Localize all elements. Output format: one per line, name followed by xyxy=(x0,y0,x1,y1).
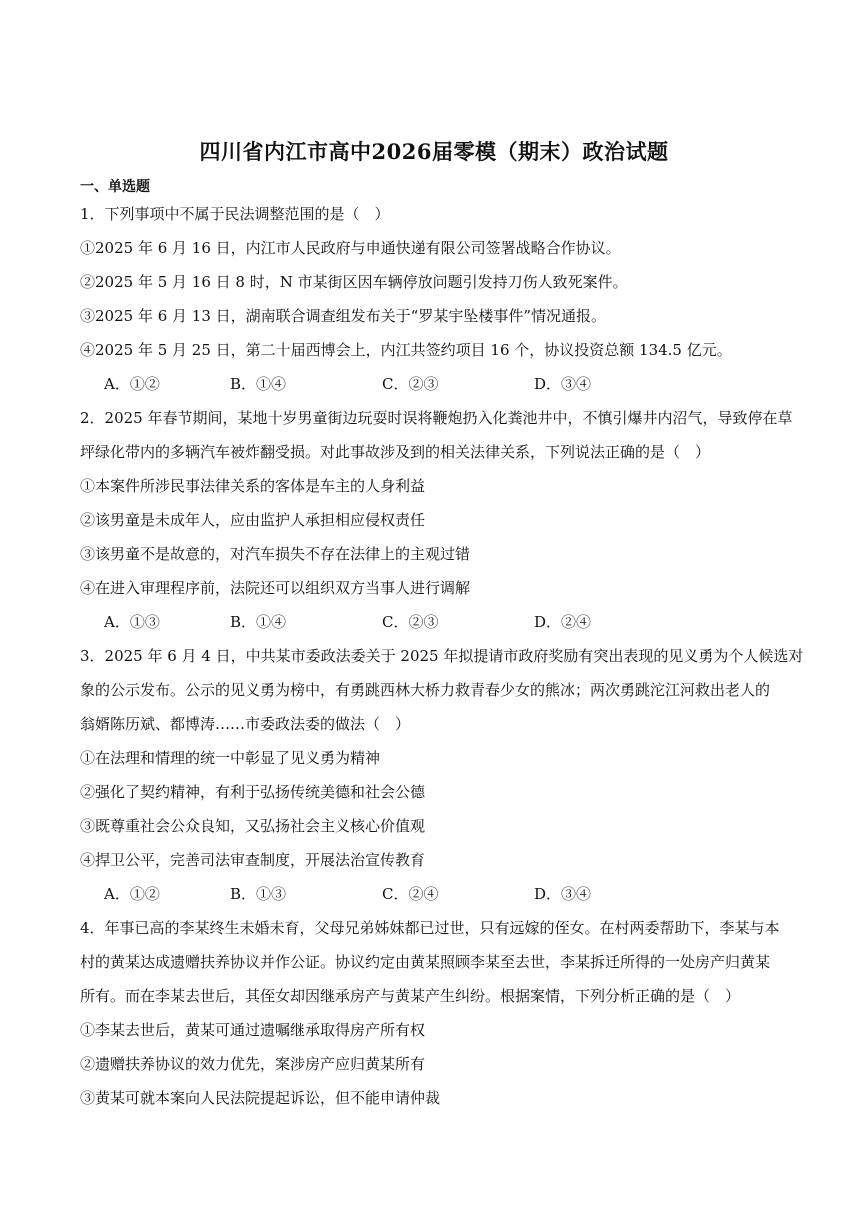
q1-option-d[interactable]: D．③④ xyxy=(534,375,592,393)
q3-item-1: ①在法理和情理的统一中彰显了见义勇为精神 xyxy=(80,749,381,767)
q2-item-4: ④在进入审理程序前，法院还可以组织双方当事人进行调解 xyxy=(80,579,471,597)
document-title: 四川省内江市高中2026届零模（期末）政治试题 xyxy=(199,139,669,164)
q3-stem-line-2: 象的公示发布。公示的见义勇为榜中，有勇跳西林大桥力救青春少女的熊冰；两次勇跳沱江河救出老人的 xyxy=(80,681,771,699)
q3-item-3: ③既尊重社会公众良知，又弘扬社会主义核心价值观 xyxy=(80,817,426,835)
q1-item-1: ①2025 年 6 月 16 日，内江市人民政府与申通快递有限公司签署战略合作协议。 xyxy=(80,239,621,257)
q3-option-b[interactable]: B．①③ xyxy=(230,885,287,903)
q3-item-4: ④捍卫公平，完善司法审查制度，开展法治宣传教育 xyxy=(80,851,426,869)
q3-stem-line-3: 翁婿陈历斌、都博涛……市委政法委的做法（ ） xyxy=(80,715,411,733)
q2-option-c[interactable]: C．②③ xyxy=(382,613,439,631)
q1-option-b[interactable]: B．①④ xyxy=(230,375,287,393)
q1-stem: 1．下列事项中不属于民法调整范围的是（ ） xyxy=(80,205,390,223)
q1-item-4: ④2025 年 5 月 25 日，第二十届西博会上，内江共签约项目 16 个，协议投资总额 134.5 亿元。 xyxy=(80,341,732,359)
q1-item-2: ②2025 年 5 月 16 日 8 时，N 市某街区因车辆停放问题引发持刀伤人致死案件。 xyxy=(80,273,628,291)
q4-item-2: ②遗赠扶养协议的效力优先，案涉房产应归黄某所有 xyxy=(80,1055,426,1073)
q1-option-a[interactable]: A．①② xyxy=(104,375,160,393)
q2-stem-line-2: 坪绿化带内的多辆汽车被炸翻受损。对此事故涉及到的相关法律关系，下列说法正确的是（ ） xyxy=(80,443,711,461)
q2-option-a[interactable]: A．①③ xyxy=(104,613,160,631)
q3-option-a[interactable]: A．①② xyxy=(104,885,160,903)
q4-stem-line-3: 所有。而在李某去世后，其侄女却因继承房产与黄某产生纠纷。根据案情，下列分析正确的是（ ） xyxy=(80,987,741,1005)
q4-item-3: ③黄某可就本案向人民法院提起诉讼，但不能申请仲裁 xyxy=(80,1089,441,1107)
section-heading: 一、单选题 xyxy=(80,179,150,195)
q1-option-c[interactable]: C．②③ xyxy=(382,375,439,393)
q4-item-1: ①李某去世后，黄某可通过遗嘱继承取得房产所有权 xyxy=(80,1021,426,1039)
q4-stem-line-2: 村的黄某达成遗赠扶养协议并作公证。协议约定由黄某照顾李某至去世，李某拆迁所得的一处房产归黄某 xyxy=(80,953,771,971)
q2-option-b[interactable]: B．①④ xyxy=(230,613,287,631)
q2-stem-line-1: 2．2025 年春节期间，某地十岁男童街边玩耍时误将鞭炮扔入化粪池井中，不慎引爆井内沼气，导致停在草 xyxy=(80,409,793,427)
q1-item-3: ③2025 年 6 月 13 日，湖南联合调查组发布关于“罗某宇坠楼事件”情况通报。 xyxy=(80,307,606,325)
q3-option-c[interactable]: C．②④ xyxy=(382,885,439,903)
q2-item-1: ①本案件所涉民事法律关系的客体是车主的人身利益 xyxy=(80,477,426,495)
q2-item-3: ③该男童不是故意的，对汽车损失不存在法律上的主观过错 xyxy=(80,545,471,563)
q3-item-2: ②强化了契约精神，有利于弘扬传统美德和社会公德 xyxy=(80,783,426,801)
q4-stem-line-1: 4．年事已高的李某终生未婚未育，父母兄弟姊妹都已过世，只有远嫁的侄女。在村两委帮助下，李某与本 xyxy=(80,919,780,937)
q3-option-d[interactable]: D．③④ xyxy=(534,885,592,903)
q2-option-d[interactable]: D．②④ xyxy=(534,613,592,631)
q2-item-2: ②该男童是未成年人，应由监护人承担相应侵权责任 xyxy=(80,511,426,529)
q3-stem-line-1: 3．2025 年 6 月 4 日，中共某市委政法委关于 2025 年拟提请市政府奖励有突出表现的见义勇为个人候选对 xyxy=(80,647,804,665)
